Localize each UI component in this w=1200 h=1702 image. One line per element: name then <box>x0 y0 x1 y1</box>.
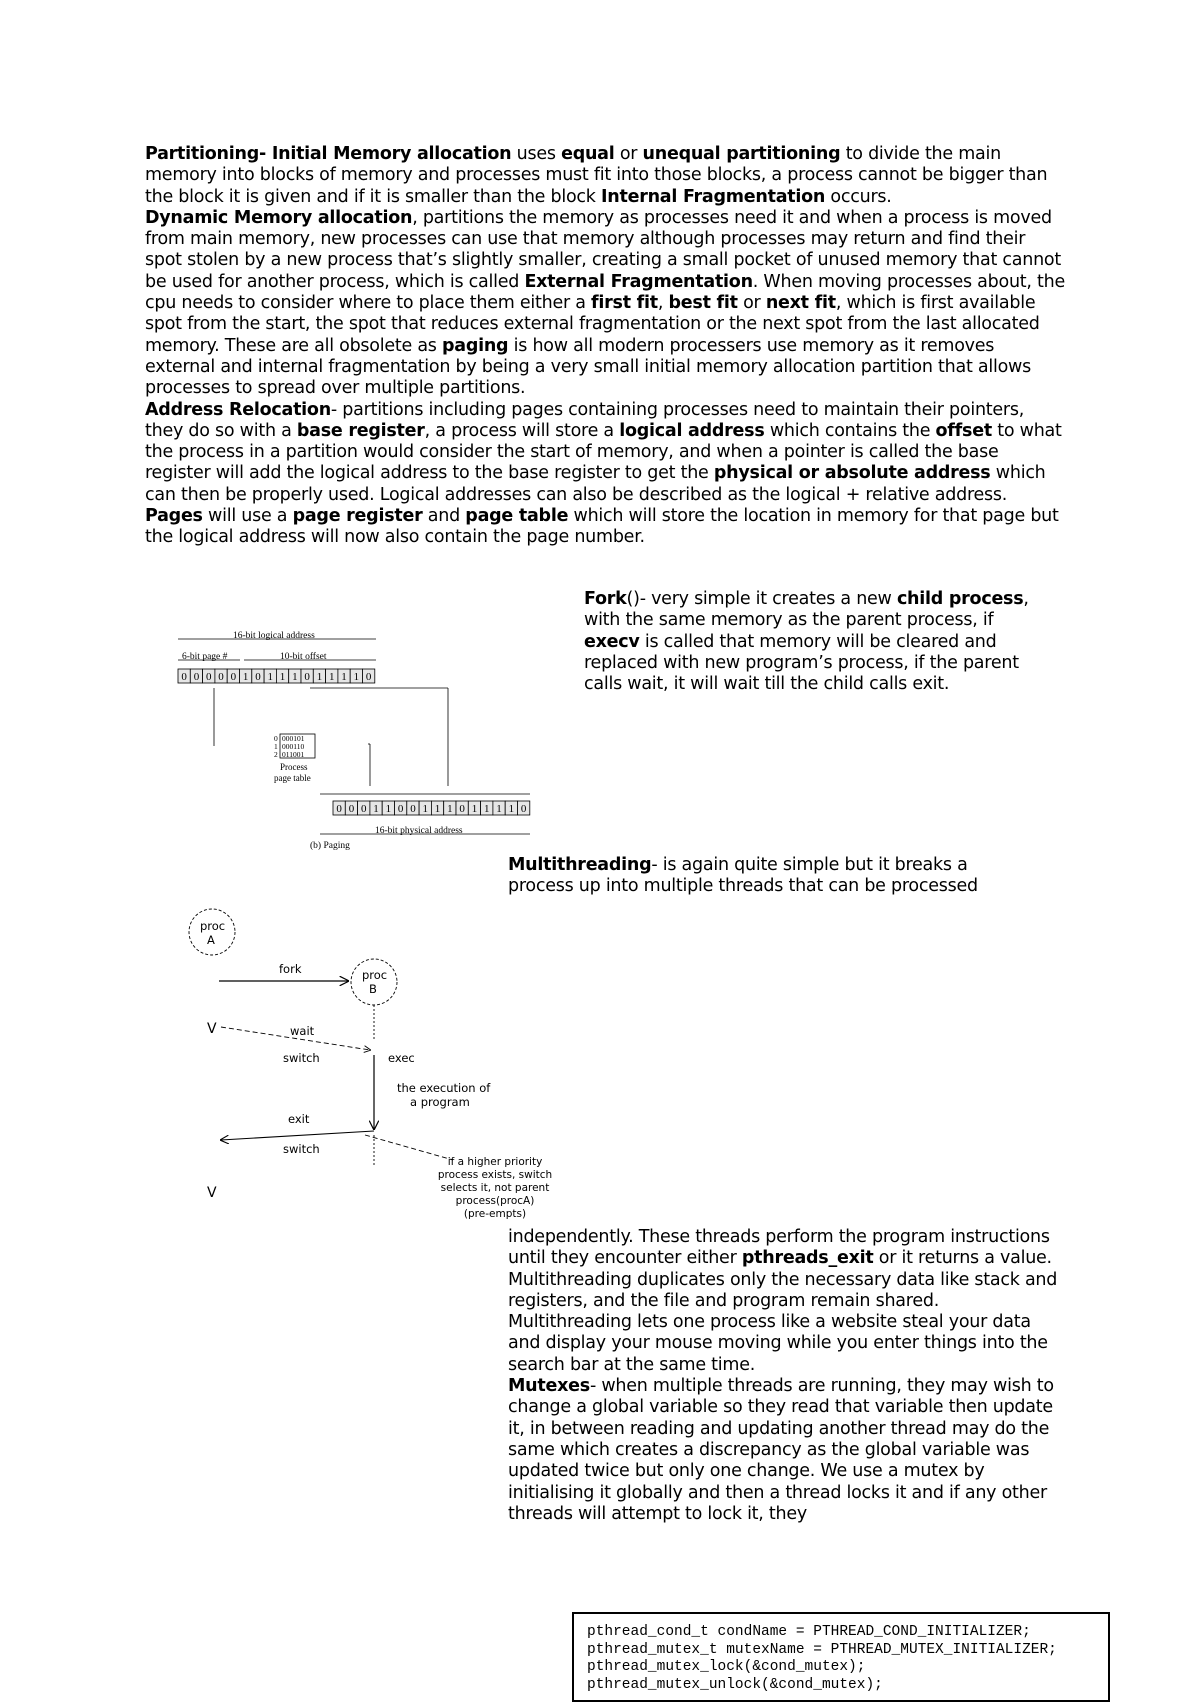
priority-note-4: process(procA) <box>455 1195 535 1207</box>
wait-marker: V <box>207 1021 217 1037</box>
bit-value: 0 <box>336 803 342 815</box>
address-relocation-paragraph: Address Relocation- partitions including pages containing processes need to maintain their pointers, they do so with a base register, a process will store a logical address which contains the offset to what the process in a partition would consider the start of memory, and when a pointer is called the base register will add the logical address to the base register to get the physical or absolute address which can then be properly used. Logical addresses can also be described as the logical + relative address. Pages will use a page register and page table which will store the location in memory for that page but the logical address will now also contain the page number. <box>145 399 1062 548</box>
bit-value: 1 <box>292 671 298 683</box>
bit-value: 0 <box>410 803 416 815</box>
process-page-table <box>274 734 315 783</box>
multithreading-heading: Multithreading <box>508 855 652 875</box>
priority-note-1: if a higher priority <box>447 1156 543 1168</box>
bit-value: 1 <box>385 803 392 815</box>
fork-heading: Fork <box>584 589 627 609</box>
wait-label: wait <box>290 1024 315 1038</box>
proc-a-letter: A <box>207 933 215 947</box>
proc-b-letter: B <box>369 982 377 996</box>
code-line: pthread_cond_t condName = PTHREAD_COND_INITIALIZER; <box>587 1624 1031 1640</box>
paging-figure <box>170 626 540 852</box>
bit-value: 0 <box>365 671 372 683</box>
bit-value: 1 <box>279 671 286 683</box>
multithreading-intro: Multithreading- is again quite simple but it breaks a process up into multiple threads that can be processed <box>508 855 978 897</box>
page-table-index: 2 <box>274 750 278 759</box>
exec-label: exec <box>388 1051 415 1065</box>
bit-value: 1 <box>341 671 347 683</box>
fork-exec-diagram <box>185 905 575 1225</box>
exit-label: exit <box>288 1112 310 1126</box>
bit-value: 0 <box>218 671 224 683</box>
multithreading-continued <box>508 1227 1063 1525</box>
priority-note-2: process exists, switch <box>437 1169 553 1181</box>
bit-value: 0 <box>304 671 310 683</box>
bit-value: 1 <box>496 803 502 815</box>
bit-value: 0 <box>193 671 200 683</box>
bit-value: 1 <box>471 803 478 815</box>
dynamic-allocation-paragraph: Dynamic Memory allocation, partitions the memory as processes need it and when a process is moved from main memory, new processes can use that memory although processes may return and find their spot stolen by a new process that’s slightly smaller, creating a small pocket of unused memory that cannot be used for another process, which is called External Fragmentation. When moving processes about, the cpu needs to consider where to place them either a first fit, best fit or next fit, which is first available spot from the start, the spot that reduces external fragmentation or the next spot from the last allocated memory. These are all obsolete as paging is how all modern processers use memory as it removes external and internal fragmentation by being a very small initial memory allocation partition that allows processes to spread over multiple partitions. <box>145 207 1066 399</box>
code-line: pthread_mutex_lock(&cond_mutex); <box>587 1659 866 1675</box>
bit-value: 0 <box>361 803 367 815</box>
bit-value: 1 <box>242 671 249 683</box>
bit-value: 0 <box>230 671 237 683</box>
switch-label-1: switch <box>283 1051 320 1065</box>
bit-value: 0 <box>397 803 404 815</box>
page-table-label-2: page table <box>274 773 311 783</box>
end-marker: V <box>207 1185 217 1201</box>
exec-note-line-2: a program <box>410 1095 470 1109</box>
code-line: pthread_mutex_unlock(&cond_mutex); <box>587 1676 883 1693</box>
bit-value: 0 <box>255 671 261 683</box>
bit-value: 0 <box>348 803 355 815</box>
multithreading-body: independently. These threads perform the program instructions until they encounter either pthreads_exit or it returns a value. Multithreading duplicates only the necessary data like stack and registers, and the file and program remain shared. Multithreading lets one process like a website steal your data and display your mouse moving while you enter things into the search bar at the same time. <box>508 1227 1058 1375</box>
page-table-value: 000110 <box>282 742 305 751</box>
bit-value: 0 <box>181 671 187 683</box>
page-table-label-1: Process <box>280 762 308 772</box>
bit-value: 1 <box>484 803 490 815</box>
physical-address-bits <box>333 801 530 815</box>
memory-allocation-text <box>145 144 1065 549</box>
logical-address-bits <box>178 669 375 683</box>
bit-value: 1 <box>422 803 428 815</box>
partitioning-paragraph: Partitioning- Initial Memory allocation uses equal or unequal partitioning to divide the main memory into blocks of memory and processes must fit into those blocks, a process cannot be bigger than the block it is given and if it is smaller than the block Internal Fragmentation occurs. <box>145 144 1048 207</box>
physical-address-label: 16-bit physical address <box>375 826 463 836</box>
bit-value: 0 <box>459 803 465 815</box>
partitioning-heading: Partitioning- Initial Memory allocation <box>145 144 512 164</box>
mutexes-paragraph: Mutexes- when multiple threads are running, they may wish to change a global variable so they read that variable then update it, in between reading and updating another thread may do the same which creates a discrepancy as the global variable was updated twice but only one change. We use a mutex by initialising it globally and then a thread locks it and if any other threads will attempt to lock it, they <box>508 1376 1054 1524</box>
bit-value: 1 <box>316 671 323 683</box>
proc-b-label: proc <box>362 968 388 982</box>
priority-note-3: selects it, not parent <box>440 1182 550 1194</box>
dynamic-allocation-heading: Dynamic Memory allocation <box>145 207 413 228</box>
bit-value: 1 <box>353 671 360 683</box>
offset-label: 10-bit offset <box>280 652 327 662</box>
bit-value: 1 <box>267 671 273 683</box>
bit-value: 0 <box>520 803 527 815</box>
page-table-value: 011001 <box>282 750 305 759</box>
code-line: pthread_mutex_t mutexName = PTHREAD_MUTEX_INITIALIZER; <box>587 1641 1057 1658</box>
page-table-value: 000101 <box>282 734 305 743</box>
bit-value: 1 <box>329 671 335 683</box>
code-snippet-box <box>572 1612 1110 1702</box>
address-relocation-heading: Address Relocation <box>145 399 331 420</box>
fork-paragraph: Fork()- very simple it creates a new child process, with the same memory as the parent process, if execv is called that memory will be cleared and replaced with new program’s process, if the parent calls wait, it will wait till the child calls exit. <box>584 589 1029 695</box>
proc-a-label: proc <box>200 919 226 933</box>
switch-label-2: switch <box>283 1142 320 1156</box>
bit-value: 1 <box>373 803 379 815</box>
exec-note-line-1: the execution of <box>397 1081 491 1095</box>
bit-value: 1 <box>434 803 441 815</box>
page-table-index: 0 <box>274 734 278 743</box>
priority-note-5: (pre-empts) <box>463 1208 527 1220</box>
paging-caption: (b) Paging <box>310 841 350 851</box>
fork-label: fork <box>279 962 302 976</box>
page-number-label: 6-bit page # <box>182 652 228 662</box>
mutexes-heading: Mutexes <box>508 1376 590 1397</box>
bit-value: 0 <box>206 671 212 683</box>
page-table-index: 1 <box>274 742 278 751</box>
bit-value: 1 <box>508 803 515 815</box>
bit-value: 1 <box>447 803 453 815</box>
logical-address-label: 16-bit logical address <box>233 631 315 641</box>
